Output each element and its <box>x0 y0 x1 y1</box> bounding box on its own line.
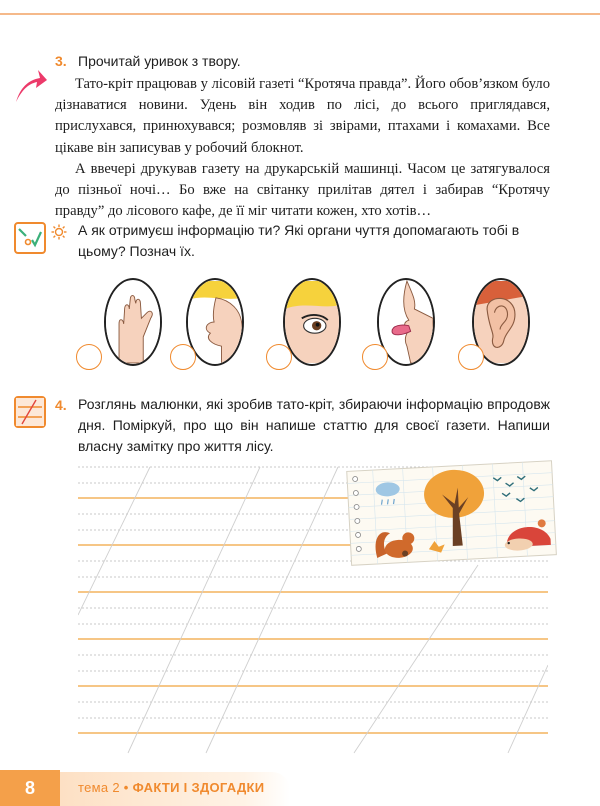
top-rule <box>0 13 600 15</box>
arrow-marker-icon <box>12 66 48 106</box>
task-4-instructions: Розглянь малюнки, які зробив тато-кріт, збираючи інформацію впродовж дня. Поміркуй, про що він напише статтю для своєї газети. Напиши власну замітку про життя лісу. <box>78 396 550 454</box>
senses-question: А як отримуєш інформацію ти? Які органи чуття допомагають тобі в цьому? Познач їх. <box>78 222 520 259</box>
mole-notebook-drawings <box>345 458 560 566</box>
story-paragraph-1: Тато-кріт працював у лісовій газеті “Кротяча правда”. Його обов’язком було дізнаватися новини. Удень він ходив по лісі, до всього приглядався, прислухався, принюхувався; розмовляв зі звірами, птахами і комахами. Все цікаве він записував у робочий блокнот. <box>55 76 550 156</box>
answer-circle-hearing[interactable] <box>458 344 484 370</box>
footer-section: ФАКТИ І ЗДОГАДКИ <box>132 780 265 795</box>
sun-icon <box>51 224 67 240</box>
answer-circle-touch[interactable] <box>76 344 102 370</box>
hand-touch-image <box>104 278 162 366</box>
answer-circle-sight[interactable] <box>266 344 292 370</box>
footer-separator: • <box>123 780 129 795</box>
task-3-number: 3. <box>55 53 67 69</box>
story-paragraph-2: А ввечері друкував газету на друкарській машинці. Часом це затягувалося до пізньої ночі… Бо вже на світанку прилітав дятел і забирав “Кротячу правду” до лісового кафе, де її міг читати кожен, хто хотів… <box>55 161 550 220</box>
task-3-title: Прочитай уривок з твору. <box>78 53 241 69</box>
answer-circle-smell[interactable] <box>170 344 196 370</box>
page-number: 8 <box>0 770 60 806</box>
task-4-number: 4. <box>55 397 67 413</box>
footer-section-label <box>78 780 264 795</box>
eye-sight-image <box>283 278 341 366</box>
footer-topic: тема 2 <box>78 780 120 795</box>
writing-task-icon <box>14 396 46 428</box>
check-task-icon <box>14 222 46 254</box>
answer-circle-taste[interactable] <box>362 344 388 370</box>
